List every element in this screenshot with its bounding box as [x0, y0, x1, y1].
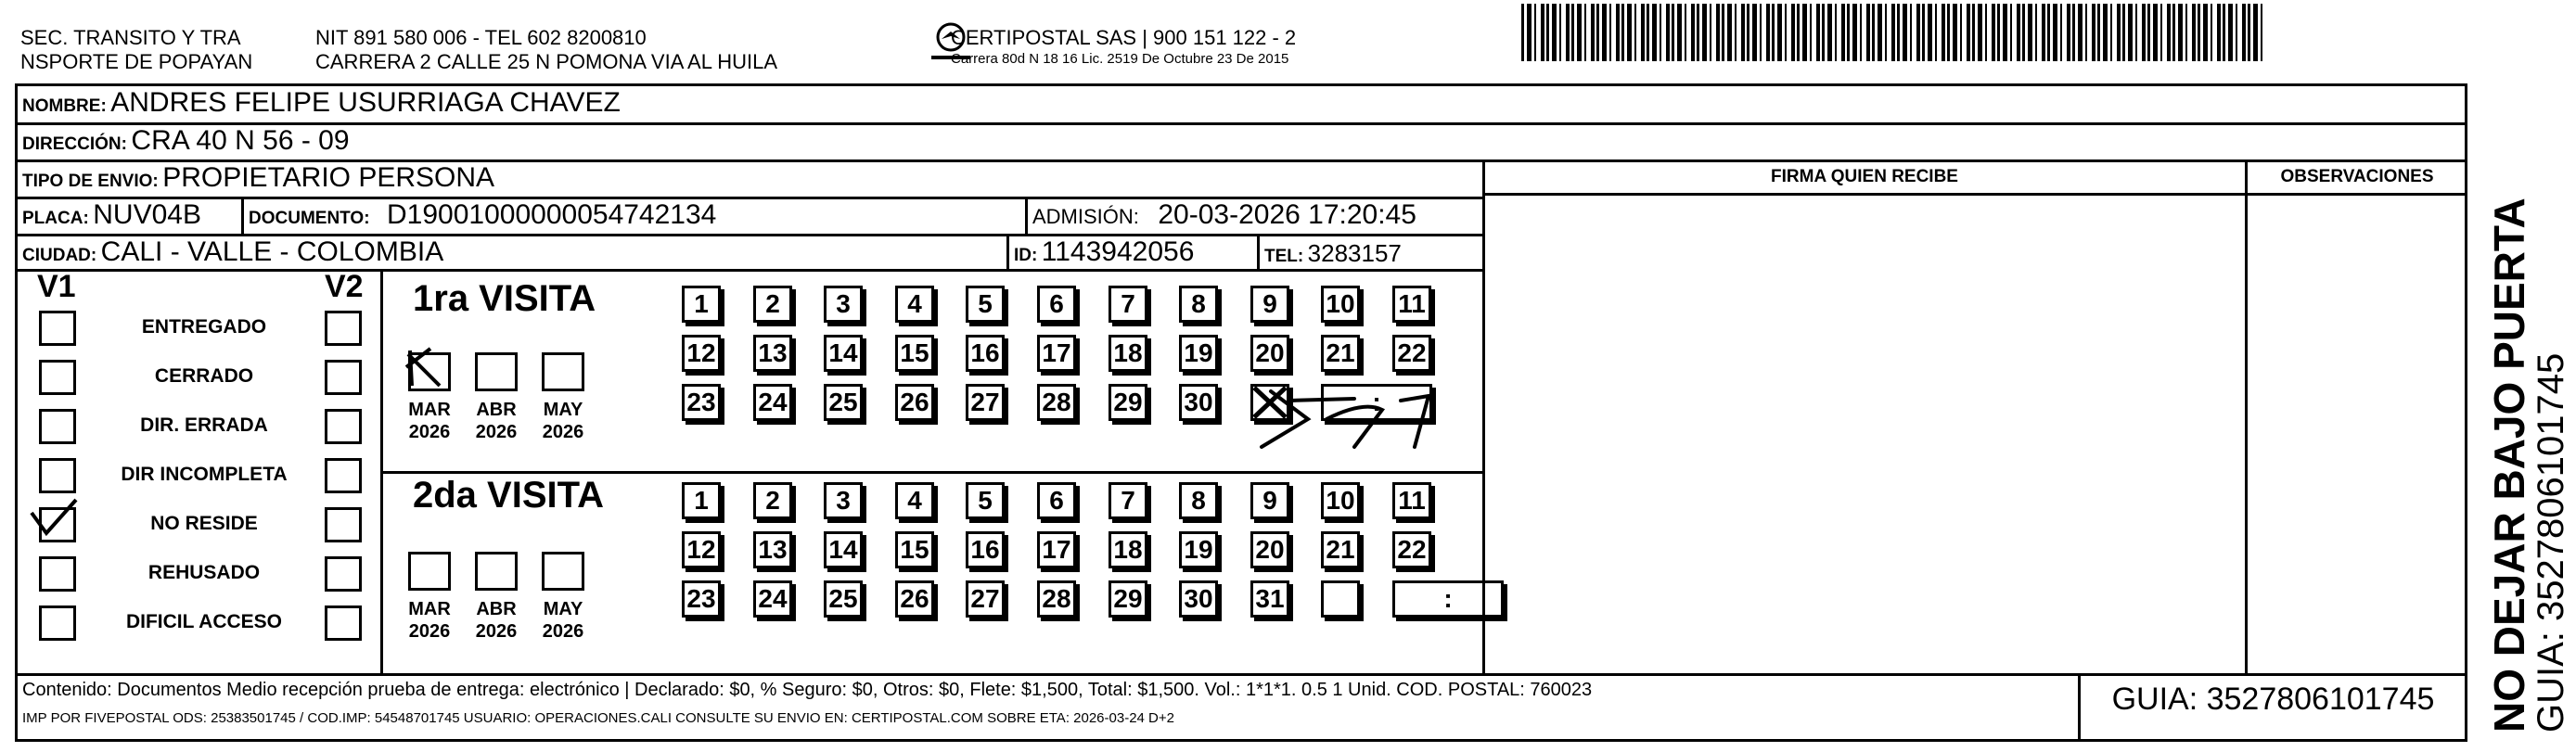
sender-address: CARRERA 2 CALLE 25 N POMONA VIA AL HUILA	[315, 50, 778, 73]
second-visit-day-28[interactable]: 28	[1037, 580, 1076, 618]
status-v1-checkbox[interactable]	[39, 311, 76, 346]
side-warning: NO DEJAR BAJO PUERTA	[2485, 198, 2533, 733]
first-visit-day-1[interactable]: 1	[682, 286, 721, 323]
firma-label: FIRMA QUIEN RECIBE	[1771, 167, 1958, 186]
first-visit-day-7[interactable]: 7	[1109, 286, 1147, 323]
first-visit-month-label	[535, 399, 591, 443]
id-label: ID:	[1014, 246, 1038, 265]
second-visit-day-13[interactable]: 13	[753, 531, 792, 568]
second-visit-day-15[interactable]: 15	[895, 531, 934, 568]
second-visit-day-1[interactable]: 1	[682, 482, 721, 519]
first-visit-month-checkbox[interactable]	[542, 352, 584, 391]
month-year: 2026	[475, 621, 518, 642]
month-name: MAR	[408, 400, 451, 420]
status-v1-checkbox[interactable]	[39, 556, 76, 592]
month-name: MAY	[543, 400, 583, 420]
second-visit-day-19[interactable]: 19	[1179, 531, 1218, 568]
second-visit-day-17[interactable]: 17	[1037, 531, 1076, 568]
first-visit-day-30[interactable]: 30	[1179, 384, 1218, 421]
divider	[1257, 234, 1260, 269]
status-v2-checkbox[interactable]	[325, 409, 362, 444]
second-visit-day-7[interactable]: 7	[1109, 482, 1147, 519]
first-visit-day-6[interactable]: 6	[1037, 286, 1076, 323]
second-visit-day-18[interactable]: 18	[1109, 531, 1147, 568]
first-visit-day-12[interactable]: 12	[682, 335, 721, 372]
first-visit-day-9[interactable]: 9	[1250, 286, 1289, 323]
tel-label: TEL:	[1264, 247, 1304, 266]
second-visit-day-31[interactable]: 31	[1250, 580, 1289, 618]
barcode	[1521, 4, 2263, 61]
sender-block	[315, 26, 777, 74]
first-visit-day-5[interactable]: 5	[966, 286, 1005, 323]
status-v2-checkbox[interactable]	[325, 458, 362, 493]
month-name: ABR	[476, 599, 517, 619]
first-visit-day-19[interactable]: 19	[1179, 335, 1218, 372]
tipo-row	[22, 162, 494, 194]
first-visit-month-checkbox[interactable]	[475, 352, 518, 391]
divider	[1006, 234, 1009, 269]
nombre-label: NOMBRE:	[22, 96, 107, 116]
first-visit-day-17[interactable]: 17	[1037, 335, 1076, 372]
nit-line: NIT 891 580 006 - TEL 602 8200810	[315, 26, 647, 49]
contenido-text: Contenido: Documentos Medio recepción prueba de entrega: electrónico | Declarado: $0, % Seguro: $0, Otros: $0, Flete: $1,500, Total: $1,500. Vol.: 1*1*1. 0.5 1 Unid. COD. POSTAL: 760023	[22, 680, 1593, 700]
direccion-label: DIRECCIÓN:	[22, 134, 127, 154]
status-label: ENTREGADO	[141, 316, 267, 338]
documento-row	[249, 199, 716, 231]
second-visit-month-label	[402, 598, 457, 643]
imp-text: IMP POR FIVEPOSTAL ODS: 25383501745 / COD.IMP: 54548701745 USUARIO: OPERACIONES.CALI CONSULTE SU ENVIO EN: CERTIPOSTAL.COM SOBRE ETA: 2026-03-24 D+2	[22, 710, 1174, 726]
first-visit-day-24[interactable]: 24	[753, 384, 792, 421]
second-visit-month-checkbox[interactable]	[408, 552, 451, 591]
admision-row	[1032, 199, 1416, 231]
first-visit-day-22[interactable]: 22	[1392, 335, 1431, 372]
second-visit-day-10[interactable]: 10	[1321, 482, 1360, 519]
divider	[15, 122, 2467, 125]
second-visit-day-9[interactable]: 9	[1250, 482, 1289, 519]
v1-label: V1	[37, 269, 76, 304]
handwritten-time-scribble	[1243, 382, 1466, 456]
first-visit-day-18[interactable]: 18	[1109, 335, 1147, 372]
status-v1-checkbox[interactable]	[39, 458, 76, 493]
id-value: 1143942056	[1041, 236, 1195, 267]
direccion-row	[22, 125, 350, 157]
month-year: 2026	[475, 422, 518, 442]
first-visit-month-label	[468, 399, 524, 443]
second-visit-day-30[interactable]: 30	[1179, 580, 1218, 618]
first-visit-day-3[interactable]: 3	[824, 286, 863, 323]
ciudad-value: CALI - VALLE - COLOMBIA	[100, 236, 444, 267]
first-visit-day-13[interactable]: 13	[753, 335, 792, 372]
status-v2-checkbox[interactable]	[325, 360, 362, 395]
month-year: 2026	[408, 621, 451, 642]
status-label: NO RESIDE	[150, 513, 258, 534]
documento-label: DOCUMENTO:	[249, 209, 370, 228]
month-year: 2026	[542, 422, 584, 442]
second-visit-day-26[interactable]: 26	[895, 580, 934, 618]
status-label: DIR INCOMPLETA	[121, 464, 288, 485]
second-visit-day-21[interactable]: 21	[1321, 531, 1360, 568]
admision-value: 20-03-2026 17:20:45	[1158, 199, 1416, 230]
second-visit-day-12[interactable]: 12	[682, 531, 721, 568]
status-v1-checkbox[interactable]	[39, 409, 76, 444]
divider	[1025, 197, 1028, 234]
second-visit-day-29[interactable]: 29	[1109, 580, 1147, 618]
placa-row	[22, 199, 201, 231]
first-visit-day-27[interactable]: 27	[966, 384, 1005, 421]
status-label: DIR. ERRADA	[140, 414, 268, 436]
first-visit-day-26[interactable]: 26	[895, 384, 934, 421]
divider	[2245, 159, 2248, 673]
second-visit-day-23[interactable]: 23	[682, 580, 721, 618]
nombre-value: ANDRES FELIPE USURRIAGA CHAVEZ	[110, 87, 621, 118]
status-v1-checkbox[interactable]	[39, 605, 76, 641]
first-visit-day-8[interactable]: 8	[1179, 286, 1218, 323]
month-name: ABR	[476, 400, 517, 420]
second-visit-day-25[interactable]: 25	[824, 580, 863, 618]
courier-license: Carrera 80d N 18 16 Lic. 2519 De Octubre 23 De 2015	[951, 51, 1289, 67]
check-mark-icon	[403, 345, 449, 391]
month-name: MAY	[543, 599, 583, 619]
first-visit-day-11[interactable]: 11	[1392, 286, 1431, 323]
second-visit-day-11[interactable]: 11	[1392, 482, 1431, 519]
issuer-block	[20, 26, 252, 74]
issuer-line-1: SEC. TRANSITO Y TRA	[20, 26, 241, 49]
status-v2-checkbox[interactable]	[325, 311, 362, 346]
first-visit-day-10[interactable]: 10	[1321, 286, 1360, 323]
courier-line: CERTIPOSTAL SAS | 900 151 122 - 2	[951, 26, 1297, 49]
second-visit-day-16[interactable]: 16	[966, 531, 1005, 568]
first-visit-day-16[interactable]: 16	[966, 335, 1005, 372]
check-mark-icon	[28, 496, 80, 539]
second-visit-month-checkbox[interactable]	[475, 552, 518, 591]
first-visit-day-25[interactable]: 25	[824, 384, 863, 421]
first-visit-day-15[interactable]: 15	[895, 335, 934, 372]
second-visit-day-2[interactable]: 2	[753, 482, 792, 519]
status-v1-checkbox[interactable]	[39, 360, 76, 395]
second-visit-day-22[interactable]: 22	[1392, 531, 1431, 568]
second-visit-day-24[interactable]: 24	[753, 580, 792, 618]
first-visit-day-28[interactable]: 28	[1037, 384, 1076, 421]
courier-block	[951, 26, 1296, 69]
observaciones-label: OBSERVACIONES	[2280, 167, 2434, 186]
status-v2-checkbox[interactable]	[325, 605, 362, 641]
divider	[380, 471, 1482, 474]
first-visit-time-box[interactable]: :	[1321, 384, 1432, 421]
first-visit-day-20[interactable]: 20	[1250, 335, 1289, 372]
month-year: 2026	[408, 422, 451, 442]
admision-label: ADMISIÓN:	[1032, 205, 1139, 228]
month-year: 2026	[542, 621, 584, 642]
status-v2-checkbox[interactable]	[325, 556, 362, 592]
first-visit-day-14[interactable]: 14	[824, 335, 863, 372]
divider	[1482, 193, 2467, 196]
divider	[15, 269, 1482, 272]
tel-row	[1264, 239, 1402, 268]
second-visit-day-5[interactable]: 5	[966, 482, 1005, 519]
second-visit-day-8[interactable]: 8	[1179, 482, 1218, 519]
status-label: REHUSADO	[147, 562, 261, 583]
first-visit-day-29[interactable]: 29	[1109, 384, 1147, 421]
second-visit-day-14[interactable]: 14	[824, 531, 863, 568]
direccion-value: CRA 40 N 56 - 09	[131, 125, 350, 156]
divider	[15, 673, 2467, 676]
documento-value: D19001000000054742134	[387, 199, 717, 230]
status-v2-checkbox[interactable]	[325, 507, 362, 542]
tipo-value: PROPIETARIO PERSONA	[162, 162, 495, 193]
first-visit-day-4[interactable]: 4	[895, 286, 934, 323]
issuer-line-2: NSPORTE DE POPAYAN	[20, 50, 253, 73]
second-visit-month-label	[468, 598, 524, 643]
first-visit-month-label	[402, 399, 457, 443]
side-guia: GUIA: 3527806101745	[2531, 352, 2571, 733]
second-visit-month-label	[535, 598, 591, 643]
first-visit-day-2[interactable]: 2	[753, 286, 792, 323]
first-visit-day-21[interactable]: 21	[1321, 335, 1360, 372]
second-visit-month-checkbox[interactable]	[542, 552, 584, 591]
first-visit-label: 1ra VISITA	[413, 278, 596, 319]
second-visit-day-4[interactable]: 4	[895, 482, 934, 519]
ciudad-row	[22, 236, 443, 268]
second-visit-day-3[interactable]: 3	[824, 482, 863, 519]
tel-value: 3283157	[1307, 239, 1402, 267]
second-visit-day-6[interactable]: 6	[1037, 482, 1076, 519]
ciudad-label: CIUDAD:	[22, 246, 97, 265]
second-visit-day-20[interactable]: 20	[1250, 531, 1289, 568]
footer-guia: GUIA: 3527806101745	[2111, 682, 2435, 717]
status-label: CERRADO	[154, 365, 254, 387]
nombre-row	[22, 87, 621, 119]
divider	[241, 197, 244, 234]
status-label: DIFICIL ACCESO	[125, 611, 282, 632]
second-visit-label: 2da VISITA	[413, 475, 604, 516]
second-visit-day-31-box[interactable]	[1321, 580, 1360, 618]
id-row	[1014, 236, 1194, 268]
divider	[2078, 673, 2081, 742]
tipo-label: TIPO DE ENVIO:	[22, 172, 159, 191]
first-visit-day-23[interactable]: 23	[682, 384, 721, 421]
second-visit-time-box[interactable]: :	[1392, 580, 1504, 618]
placa-value: NUV04B	[93, 199, 201, 230]
v2-label: V2	[325, 269, 364, 304]
second-visit-day-27[interactable]: 27	[966, 580, 1005, 618]
month-name: MAR	[408, 599, 451, 619]
placa-label: PLACA:	[22, 209, 89, 228]
